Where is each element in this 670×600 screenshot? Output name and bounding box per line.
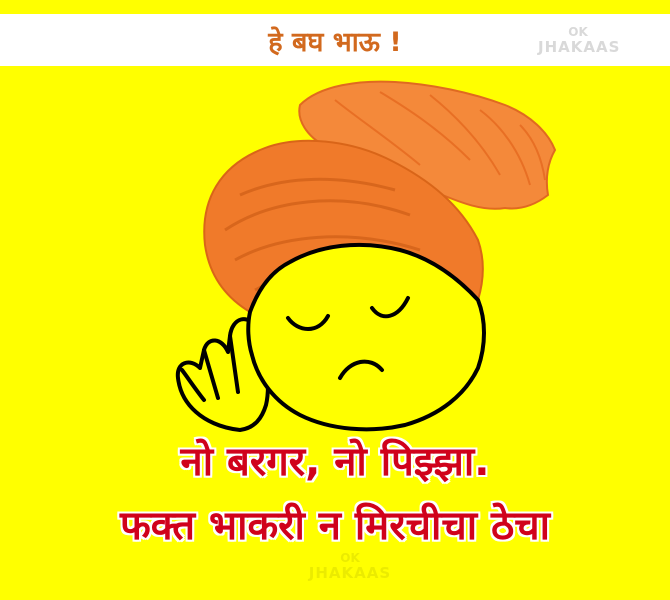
watermark-logo [295, 552, 405, 582]
face [248, 245, 484, 429]
logo-mark: OK [568, 25, 588, 39]
watermark-mark: OK [340, 551, 360, 565]
logo-text: JHAKAAS [538, 38, 621, 56]
caption-line-2: फक्त भाकरी न मिरचीचा ठेचा [119, 503, 551, 549]
page-title: हे बघ भाऊ ! [268, 26, 402, 58]
watermark-text: JHAKAAS [308, 564, 392, 582]
caption-line-1: नो बरगर, नो पिझ्झा. [180, 439, 490, 485]
